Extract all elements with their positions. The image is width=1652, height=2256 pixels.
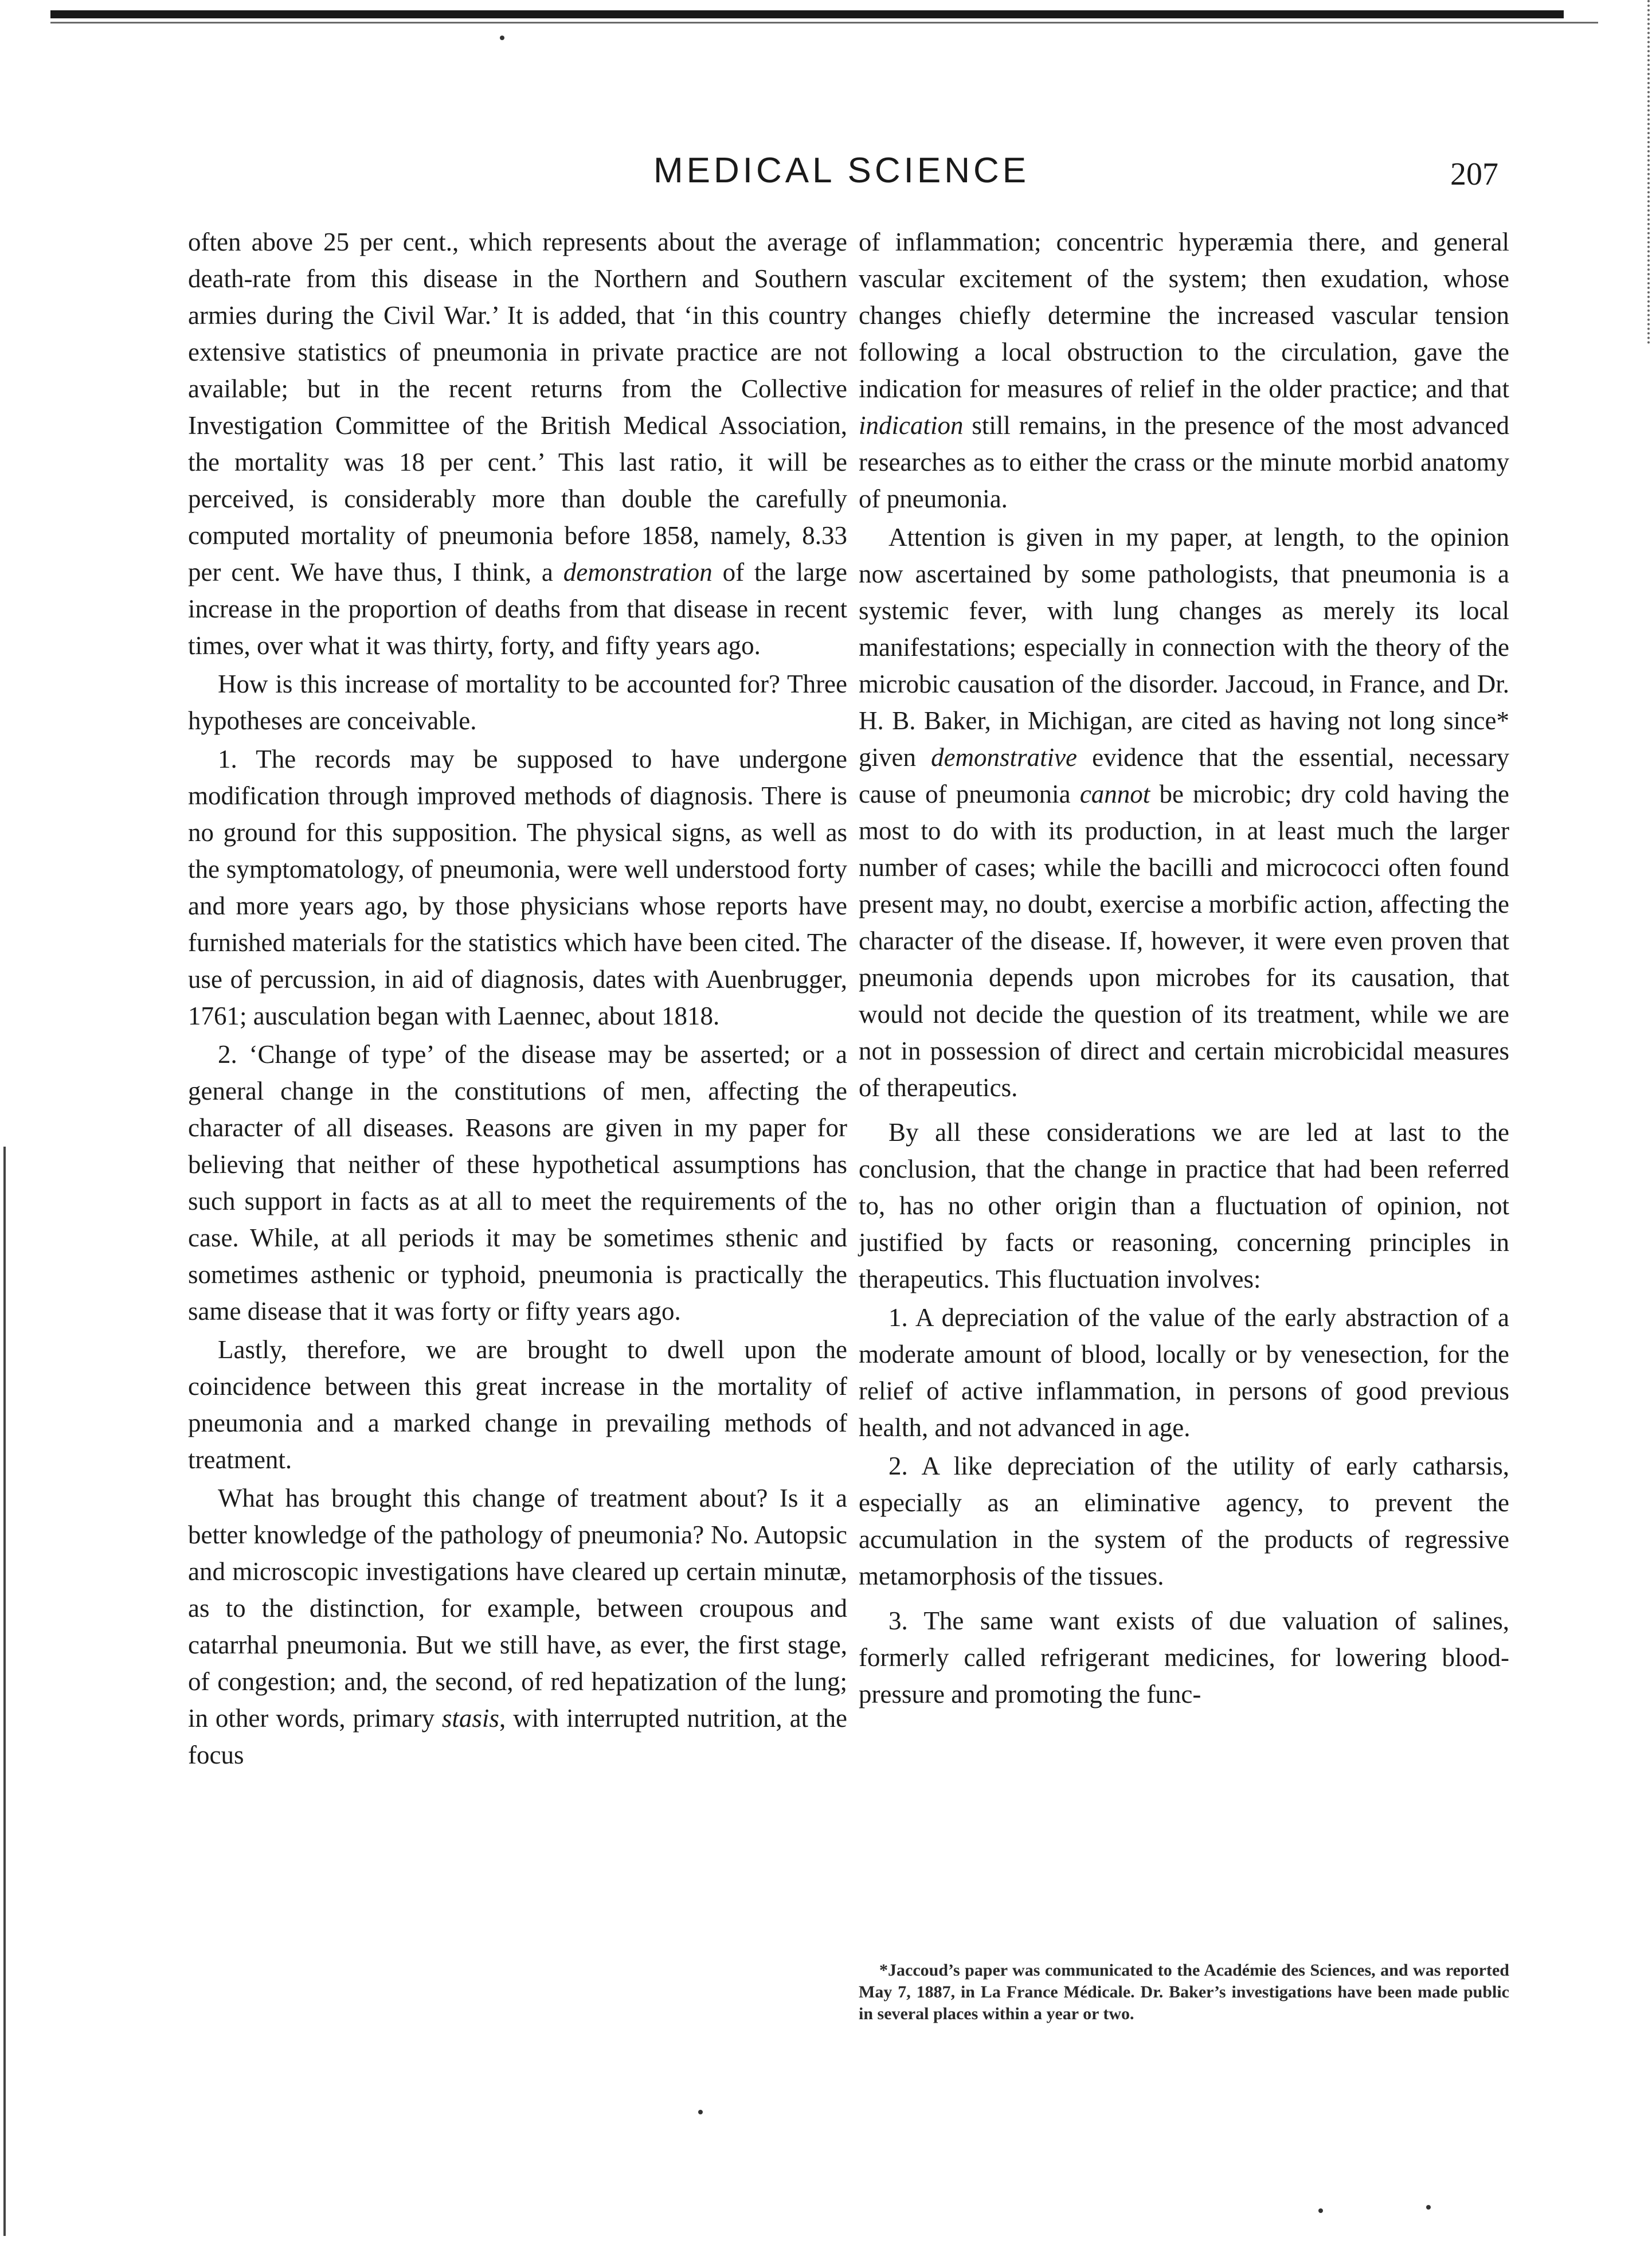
paragraph-text: still remains, in the presence of the most advanced researches as to either the crass or the minute morbid anatomy of pneumonia. (859, 411, 1509, 513)
paragraph-text: be microbic; dry cold having the most to do with its production, in at least much the larger number of cases; while the bacilli and micrococci often found present may, no doubt, exercise a morbific action, affecting the character of the disease. If, however, it were even proven that pneumonia depends upon microbes for its causation, that would not decide the question of its treatment, while we are not in possession of direct and certain microbicidal measures of therapeutics. (859, 780, 1509, 1102)
right-column (859, 224, 1509, 1714)
left-paragraph-3: 1. The records may be supposed to have undergone modification through improved methods of diagnosis. There is no ground for this supposition. The physical signs, as well as the symptomatology, of pneumonia, were well understood forty and more years ago, by those physicians whose reports have furnished materials for the statistics which have been cited. The use of percussion, in aid of diagnosis, dates with Auenbrugger, 1761; ausculation began with Laennec, about 1818. (188, 745, 847, 1030)
emphasis-text: cannot (1079, 780, 1150, 808)
right-paragraph-3: By all these considerations we are led at last to the conclusion, that the change in practice that had been referred to, has no other origin than a fluctuation of opinion, not justified by facts or reasoning, concerning principles in therapeutics. This fluctuation involves: (859, 1118, 1509, 1293)
ink-speck (1426, 2205, 1431, 2210)
right-paragraph-4: 1. A depreciation of the value of the early abstraction of a moderate amount of blood, locally or by venesection, for the relief of active inflammation, in persons of good previous health, and not advanced in age. (859, 1303, 1509, 1442)
right-paragraph-5: 2. A like depreciation of the utility of early catharsis, especially as an eliminative agency, to prevent the accumulation in the system of the products of regressive metamorphosis of the tissues. (859, 1452, 1509, 1590)
paragraph-text: evidence that the essential, necessary cause of pneumonia (859, 743, 1509, 808)
ink-speck (500, 36, 504, 40)
ink-speck (1318, 2208, 1323, 2213)
left-paragraph-1 (188, 224, 847, 664)
footnote: *Jaccoud’s paper was communicated to the Académie des Sciences, and was reported May 7, 1887, in La France Médicale. Dr. Baker’s investigations have been made public in several places within a year or two. (859, 1961, 1509, 2023)
emphasis-text: demonstration (563, 558, 713, 587)
paragraph-text: What has brought this change of treatment about? Is it a better knowledge of the pathology of pneumonia? No. Autopsic and microscopic investigations have cleared up certain minutæ, as to the distinction, for example, between croupous and catarrhal pneumonia. But we still have, as ever, the first stage, of congestion; and, the second, of red hepatization of the lung; in other words, primary (188, 1484, 847, 1733)
right-paragraph-2 (859, 519, 1509, 1106)
left-paragraph-4: 2. ‘Change of type’ of the disease may be asserted; or a general change in the constitutions of men, affecting the character of all diseases. Reasons are given in my paper for believing that neither of these hypothetical assumptions has such support in facts as at all to meet the requirements of the case. While, at all periods it may be sometimes sthenic and sometimes asthenic or typhoid, pneumonia is practically the same disease that it was forty or fifty years ago. (188, 1040, 847, 1326)
paragraph-text: often above 25 per cent., which represents about the average death-rate from this disease in the Northern and Southern armies during the Civil War.’ It is added, that ‘in this country extensive statistics of pneumonia in private practice are not available; but in the recent returns from the Collective Investigation Committee of the British Medical Association, the mortality was 18 per cent.’ This last ratio, it will be perceived, is considerably more than double the carefully computed mortality of pneumonia before 1858, namely, 8.33 per cent. We have thus, I think, a (188, 228, 847, 587)
left-column (188, 224, 847, 1775)
right-paragraph-1 (859, 224, 1509, 517)
page-number: 207 (1450, 157, 1498, 192)
ink-speck (698, 2110, 703, 2114)
top-border-thin-rule (50, 22, 1598, 24)
paragraph-text: , with interrupted nutrition, at the focus (188, 1704, 847, 1769)
left-page-edge (3, 1147, 11, 2236)
emphasis-text: stasis (441, 1704, 499, 1733)
left-paragraph-6 (188, 1480, 847, 1773)
left-paragraph-2: How is this increase of mortality to be accounted for? Three hypotheses are conceivable. (188, 670, 847, 735)
paragraph-text: of the large increase in the proportion of deaths from that disease in recent times, over what it was thirty, forty, and fifty years ago. (188, 558, 847, 660)
right-paragraph-6: 3. The same want exists of due valuation of salines, formerly called refrigerant medicines, for lowering blood-pressure and promoting the func- (859, 1606, 1509, 1708)
top-border-rule (50, 10, 1564, 18)
emphasis-text: indication (859, 411, 964, 440)
emphasis-text: demonstrative (931, 743, 1078, 772)
left-paragraph-5: Lastly, therefore, we are brought to dwell upon the coincidence between this great increase in the mortality of pneumonia and a marked change in prevailing methods of treatment. (188, 1335, 847, 1474)
running-title: MEDICAL SCIENCE (653, 151, 1030, 190)
paragraph-text: of inflammation; concentric hyperæmia there, and general vascular excitement of the system; then exudation, whose changes chiefly determine the increased vascular tension following a local obstruction to the circulation, gave the indication for measures of relief in the older practice; and that (859, 228, 1509, 403)
paragraph-text: Attention is given in my paper, at length, to the opinion now ascertained by some pathologists, that pneumonia is a systemic fever, with lung changes as merely its local manifestations; especially in connection with the theory of the microbic causation of the disorder. Jaccoud, in France, and Dr. H. B. Baker, in Michigan, are cited as having not long since* given (859, 523, 1509, 772)
right-page-edge (1643, 0, 1650, 344)
